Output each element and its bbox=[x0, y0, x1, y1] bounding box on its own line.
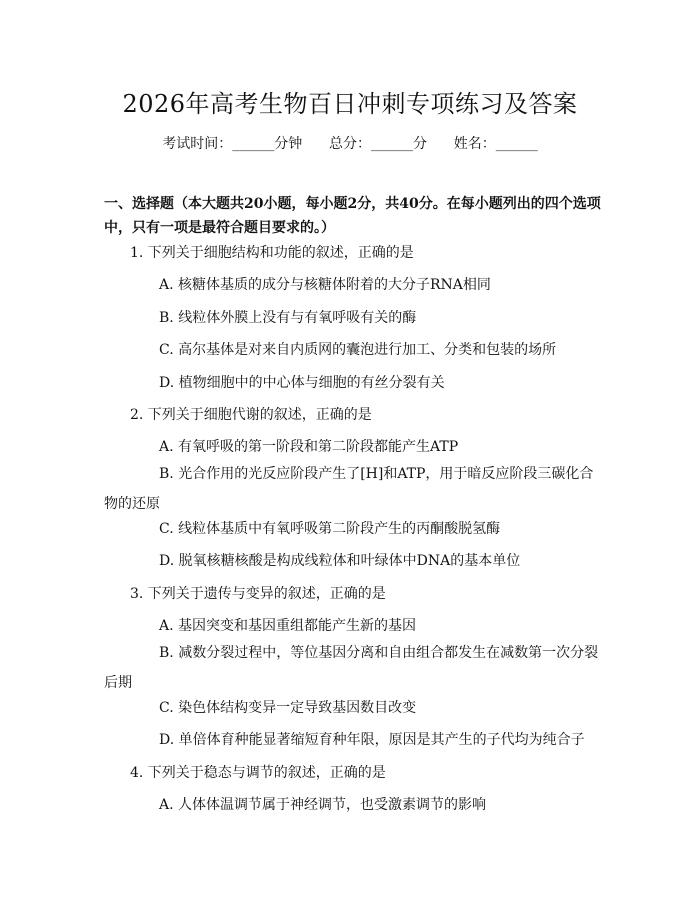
option-b: B. 减数分裂过程中，等位基因分离和自由组合都发生在减数第一次分裂后期 bbox=[104, 645, 599, 691]
option-c: C. 染色体结构变异一定导致基因数目改变 bbox=[159, 700, 417, 716]
option-a: A. 核糖体基质的成分与核糖体附着的大分子RNA相同 bbox=[159, 277, 491, 293]
exam-meta-line: 考试时间：______分钟 总分：______分 姓名：______ bbox=[162, 136, 538, 152]
option-a: A. 有氧呼吸的第一阶段和第二阶段都能产生ATP bbox=[159, 439, 459, 455]
question-stem: 3. 下列关于遗传与变异的叙述，正确的是 bbox=[130, 586, 386, 602]
option-d: D. 脱氧核糖核酸是构成线粒体和叶绿体中DNA的基本单位 bbox=[159, 553, 521, 569]
option-b: B. 光合作用的光反应阶段产生了[H]和ATP，用于暗反应阶段三碳化合物的还原 bbox=[104, 466, 594, 512]
option-c: C. 线粒体基质中有氧呼吸第二阶段产生的丙酮酸脱氢酶 bbox=[159, 521, 501, 537]
option-d: D. 单倍体育种能显著缩短育种年限，原因是其产生的子代均为纯合子 bbox=[159, 732, 585, 748]
option-d: D. 植物细胞中的中心体与细胞的有丝分裂有关 bbox=[159, 375, 445, 391]
question-stem: 1. 下列关于细胞结构和功能的叙述，正确的是 bbox=[130, 245, 414, 261]
question-stem: 2. 下列关于细胞代谢的叙述，正确的是 bbox=[130, 407, 372, 423]
option-a: A. 基因突变和基因重组都能产生新的基因 bbox=[159, 618, 417, 634]
page-title: 2026年高考生物百日冲刺专项练习及答案 bbox=[122, 90, 578, 118]
section-heading: 一、选择题（本大题共20小题，每小题2分，共40分。在每小题列出的四个选项中，只有一项是最符合题目要求的。） bbox=[104, 196, 601, 236]
option-a: A. 人体体温调节属于神经调节，也受激素调节的影响 bbox=[159, 797, 487, 813]
option-b: B. 线粒体外膜上没有与有氧呼吸有关的酶 bbox=[159, 310, 417, 326]
question-stem: 4. 下列关于稳态与调节的叙述，正确的是 bbox=[130, 765, 386, 781]
option-c: C. 高尔基体是对来自内质网的囊泡进行加工、分类和包装的场所 bbox=[159, 342, 557, 358]
